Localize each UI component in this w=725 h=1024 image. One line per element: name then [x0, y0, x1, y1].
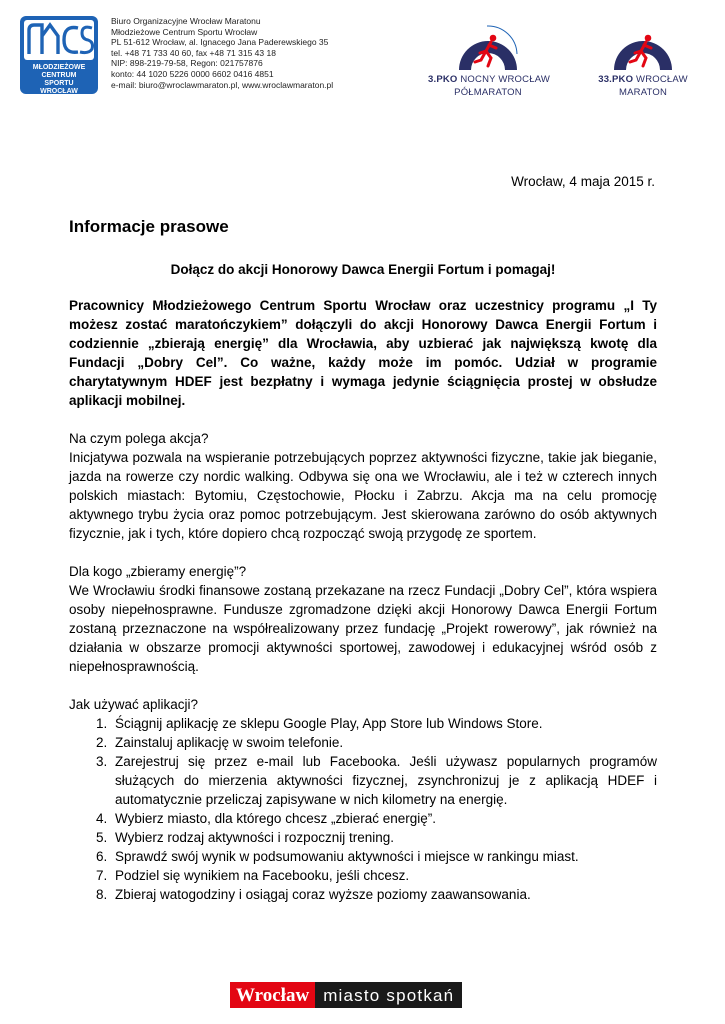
marathon-caption-line1: 33.PKO WROCŁAW	[598, 74, 688, 85]
org-address: PL 51-612 Wrocław, al. Ignacego Jana Paderewskiego 35	[111, 37, 329, 48]
steps-list	[69, 714, 657, 904]
runner-logo-icon	[453, 20, 523, 72]
city-brand-logo	[230, 982, 462, 1008]
mcs-logo-icon	[20, 16, 98, 94]
brand-slogan: miasto spotkań	[315, 982, 462, 1008]
list-item: 5. Wybierz rodzaj aktywności i rozpocznij trening.	[111, 828, 657, 847]
list-item: 2. Zainstaluj aplikację w swoim telefonie.	[111, 733, 657, 752]
org-name: Biuro Organizacyjne Wrocław Maratonu	[111, 16, 261, 26]
list-item: 6. Sprawdź swój wynik w podsumowaniu aktywności i miejsce w rankingu miast.	[111, 847, 657, 866]
section-question: Dla kogo „zbieramy energię”?	[69, 564, 247, 579]
list-item: 7. Podziel się wynikiem na Facebooku, jeśli chcesz.	[111, 866, 657, 885]
list-item: 8. Zbieraj watogodziny i osiągaj coraz wyższe poziomy zaawansowania.	[111, 885, 657, 904]
half-marathon-logo	[428, 20, 551, 98]
document-body	[69, 296, 657, 904]
organization-info	[111, 16, 371, 90]
mcs-logo	[20, 16, 98, 94]
half-marathon-caption-line1: 3.PKO NOCNY WROCŁAW	[428, 74, 551, 85]
org-contact[interactable]: e-mail: biuro@wroclawmaraton.pl, www.wroclawmaraton.pl	[111, 79, 334, 90]
section-question: Na czym polega akcja?	[69, 431, 209, 446]
list-item: 4. Wybierz miasto, dla którego chcesz „zbierać energię”.	[111, 809, 657, 828]
page-title: Informacje prasowe	[69, 217, 229, 236]
svg-text:MŁODZIEŻOWE: MŁODZIEŻOWE	[32, 64, 86, 71]
list-item: 3. Zarejestruj się przez e-mail lub Facebooka. Jeśli używasz popularnych programów służących do mierzenia aktywności fizycznej, zsynchronizuj je z aplikacją HDEF i automatycznie przeliczaj zapisywane w nich kilometry na energię.	[111, 752, 657, 809]
section-body: Inicjatywa pozwala na wspieranie potrzebujących poprzez aktywności fizyczne, takie jak bieganie, jazda na rowerze czy nordic walking. Odbywa się ona we Wrocławiu, ale i też w czterech innych polskich miastach: Bytomiu, Częstochowie, Płocku i Zabrzu. Akcja ma na celu promocję aktywnego trybu życia oraz pomoc potrzebującym. Jest skierowana zarówno do osób aktywnych fizycznie, jak i tych, które dopiero chcą rozpocząć swoją przygodę ze sportem.	[69, 450, 657, 541]
lead-paragraph: Pracownicy Młodzieżowego Centrum Sportu Wrocław oraz uczestnicy programu „I Ty możesz zostać maratończykiem” dołączyli do akcji Honorowy Dawca Energii Fortum i codziennie „zbierają energię” dla Wrocławia, aby uzbierać jak największą kwotę dla Fundacji „Dobry Cel”. Co ważne, każdy może im pomóc. Udział w programie charytatywnym HDEF jest bezpłatny i wymaga jedynie ściągnięcia prostej w obsłudze aplikacji mobilnej.	[69, 298, 657, 408]
org-tax-ids: NIP: 898-219-79-58, Regon: 021757876	[111, 58, 263, 69]
half-marathon-caption-line2: PÓŁMARATON	[454, 87, 522, 98]
marathon-caption-line2: MARATON	[618, 87, 668, 98]
steps-heading: Jak używać aplikacji?	[69, 697, 199, 712]
section-beneficiary	[69, 562, 657, 676]
svg-text:WROCŁAW: WROCŁAW	[40, 88, 78, 94]
svg-text:SPORTU: SPORTU	[44, 80, 74, 87]
org-phone: tel. +48 71 733 40 60, fax +48 71 315 43 18	[111, 47, 276, 58]
press-headline: Dołącz do akcji Honorowy Dawca Energii Fortum i pomagaj!	[170, 262, 556, 277]
runner-logo-icon	[608, 20, 678, 72]
marathon-logo	[583, 20, 703, 98]
document-date: Wrocław, 4 maja 2015 r.	[511, 174, 655, 189]
list-item: 1. Ściągnij aplikację ze sklepu Google Play, App Store lub Windows Store.	[111, 714, 657, 733]
brand-city-name: Wrocław	[230, 982, 315, 1008]
org-bank-account: konto: 44 1020 5226 0000 6602 0416 4851	[111, 68, 274, 79]
section-about	[69, 429, 657, 543]
section-body: We Wrocławiu środki finansowe zostaną przekazane na rzecz Fundacji „Dobry Cel”, która wspiera osoby niepełnosprawne. Fundusze zgromadzone dzięki akcji Honorowy Dawca Energii Fortum zostaną przeznaczone na współrealizowany przez fundację „Projekt rowerowy”, jak również na działania w obszarze promocji aktywności sportowej, zawodowej i edukacyjnej wśród osób z niepełnosprawnością.	[69, 583, 657, 674]
org-unit: Młodzieżowe Centrum Sportu Wrocław	[111, 26, 258, 37]
svg-text:CENTRUM: CENTRUM	[41, 72, 77, 79]
